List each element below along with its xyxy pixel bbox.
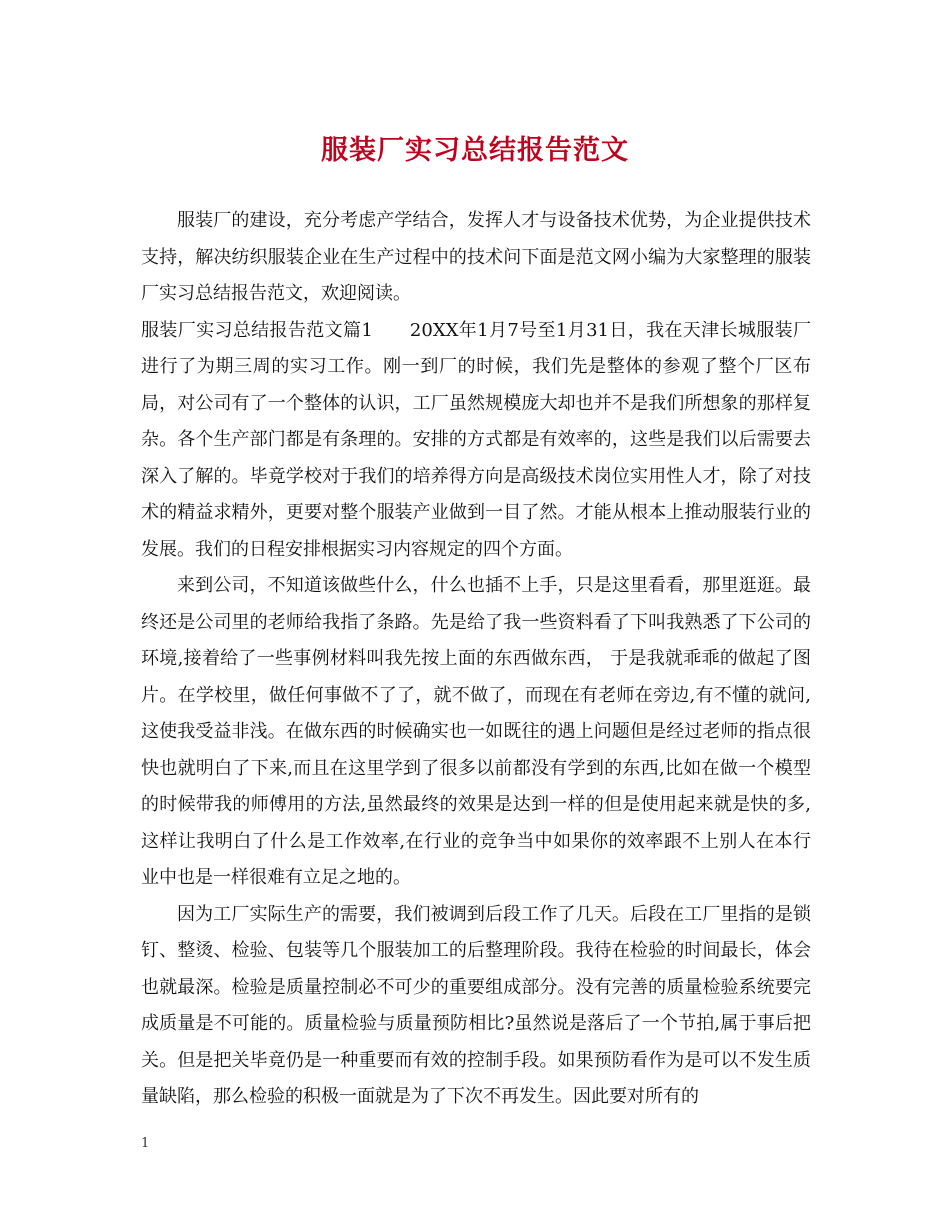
paragraph-company-arrival: 来到公司，不知道该做些什么，什么也插不上手，只是这里看看，那里逛逛。最终还是公司里的老师给我指了条路。先是给了我一些资料看了下叫我熟悉了下公司的环境,接着给了一些事例材料叫我先按上面的东西做东西， 于是我就乖乖的做起了图片。在学校里，做任何事做不了了，就不做了，而现在有老师在旁边,有不懂的就问,这使我受益非浅。在做东西的时候确实也一如既往的遇上问题但是经过老师的指点很快也就明白了下来,而且在这里学到了很多以前都没有学到的东西,比如在做一个模型的时候带我的师傅用的方法,虽然最终的效果是达到一样的但是使用起来就是快的多,这样让我明白了什么是工作效率,在行业的竞争当中如果你的效率跟不上别人在本行业中也是一样很难有立足之地的。 [141, 575, 811, 888]
document-title: 服装厂实习总结报告范文 [321, 135, 629, 166]
paragraph-intro: 服装厂的建设，充分考虑产学结合，发挥人才与设备技术优势，为企业提供技术支持，解决纺织服装企业在生产过程中的技术问下面是范文网小编为大家整理的服装厂实习总结报告范文，欢迎阅读。 [141, 210, 811, 304]
paragraph-inspection: 因为工厂实际生产的需要，我们被调到后段工作了几天。后段在工厂里指的是锁钉、整烫、检验、包装等几个服装加工的后整理阶段。我待在检验的时间最长，体会也就最深。检验是质量控制必不可少的重要组成部分。没有完善的质量检验系统要完成质量是不可能的。质量检验与质量预防相比?虽然说是落后了一个节拍,属于事后把关。但是把关毕竟仍是一种重要而有效的控制手段。如果预防看作为是可以不发生质量缺陷，那么检验的积极一面就是为了下次不再发生。因此要对所有的 [141, 903, 811, 1107]
paragraph-part-1: 服装厂实习总结报告范文篇1 20XX年1月7号至1月31日，我在天津长城服装厂进行了为期三周的实习工作。刚一到厂的时候，我们先是整体的参观了整个厂区布局，对公司有了一个整体的认识，工厂虽然规模庞大却也并不是我们所想象的那样复杂。各个生产部门都是有条理的。安排的方式都是有效率的，这些是我们以后需要去深入了解的。毕竟学校对于我们的培养得方向是高级技术岗位实用性人才，除了对技术的精益求精外，更要对整个服装产业做到一目了然。才能从根本上推动服装行业的发展。我们的日程安排根据实习内容规定的四个方面。 [141, 319, 811, 560]
page-number: 1 [141, 1136, 150, 1151]
document-body [141, 203, 811, 1116]
